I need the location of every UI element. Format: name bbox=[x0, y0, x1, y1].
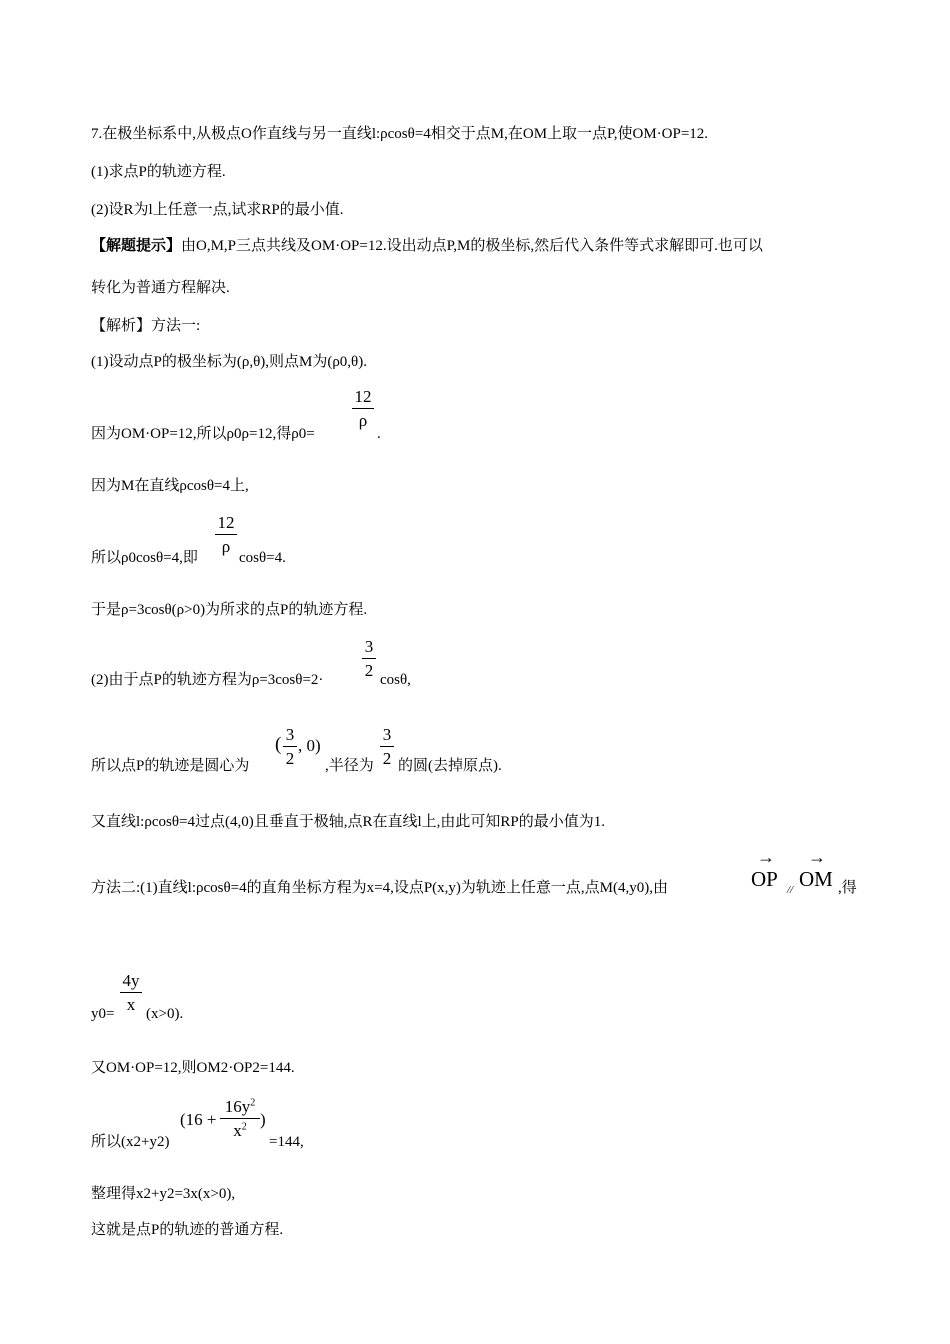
problem-question-1: (1)求点P的轨迹方程. bbox=[91, 164, 226, 180]
solution-step-3: 因为M在直线ρcosθ=4上, bbox=[91, 478, 249, 494]
fraction-12-over-rho-2 bbox=[215, 514, 237, 555]
step-7-tail: 的圆(去掉原点). bbox=[398, 758, 502, 774]
step-10-text: 所以(x2+y2) bbox=[91, 1134, 170, 1150]
fraction-numerator: $16y^2$ bbox=[224, 1097, 256, 1116]
solution-header: 【解析】方法一: bbox=[91, 318, 201, 334]
solution-step-9: 又OM·OP=12,则OM2·OP2=144. bbox=[91, 1060, 295, 1076]
fraction-bar bbox=[352, 408, 374, 409]
fraction-numerator: 12 bbox=[217, 513, 235, 532]
fraction-3-over-2 bbox=[362, 638, 376, 679]
solution-step-6 bbox=[91, 670, 323, 690]
fraction-bar bbox=[220, 1118, 260, 1119]
step-2-period: . bbox=[377, 426, 381, 442]
expr-close: ) bbox=[260, 1110, 266, 1129]
solution-step-1: (1)设动点P的极坐标为(ρ,θ),则点M为(ρ0,θ). bbox=[91, 354, 367, 370]
solution-step-4 bbox=[91, 548, 198, 568]
vector-arrow-icon: → bbox=[757, 847, 775, 867]
fraction-4y-over-x bbox=[120, 972, 142, 1013]
y0-condition: (x>0). bbox=[146, 1006, 184, 1022]
step-2-text: 因为OM·OP=12,所以ρ0ρ=12,得ρ0= bbox=[91, 426, 315, 442]
solution-step-5: 于是ρ=3cosθ(ρ>0)为所求的点P的轨迹方程. bbox=[91, 602, 368, 618]
fraction-denominator: 2 bbox=[364, 661, 374, 680]
hint-line-2: 转化为普通方程解决. bbox=[91, 280, 230, 296]
y0-line bbox=[91, 1004, 114, 1024]
step-4-text: 所以ρ0cosθ=4,即 bbox=[91, 550, 198, 566]
vector-arrow-icon: → bbox=[808, 847, 826, 867]
solution-step-12: 这就是点P的轨迹的普通方程. bbox=[91, 1222, 284, 1238]
fraction-12-over-rho bbox=[352, 388, 374, 429]
solution-step-7 bbox=[91, 756, 249, 776]
y0-label: y0= bbox=[91, 1006, 115, 1022]
center-tail: , 0) bbox=[298, 736, 321, 755]
fraction-16y2-over-x2 bbox=[220, 1098, 260, 1139]
solution-step-8: 又直线l:ρcosθ=4过点(4,0)且垂直于极轴,点R在直线l上,由此可知RP的最小值为1. bbox=[91, 814, 605, 830]
vector-om: OM bbox=[799, 867, 833, 891]
fraction-denominator: $x^2$ bbox=[233, 1121, 247, 1140]
step-6-text: (2)由于点P的轨迹方程为ρ=3cosθ=2· bbox=[91, 672, 324, 688]
step-10-tail: =144, bbox=[269, 1134, 304, 1150]
fraction-bar bbox=[362, 658, 376, 659]
method-2-line bbox=[91, 878, 668, 898]
fraction-numerator: 4y bbox=[122, 971, 140, 990]
hint-text-1: 由O,M,P三点共线及OM·OP=12.设出动点P,M的极坐标,然后代入条件等式求解即可.也可以 bbox=[181, 238, 763, 254]
fraction-bar bbox=[215, 534, 237, 535]
method-2-tail: ,得 bbox=[838, 880, 857, 896]
fraction-bar bbox=[120, 992, 142, 993]
fraction-denominator: 2 bbox=[382, 749, 392, 768]
fraction-numerator: 3 bbox=[364, 637, 374, 656]
center-x-fraction bbox=[283, 726, 297, 767]
solution-step-11: 整理得x2+y2=3x(x>0), bbox=[91, 1186, 236, 1202]
solution-step-10 bbox=[91, 1132, 169, 1152]
fraction-denominator: ρ bbox=[358, 411, 368, 430]
method-2-text: 方法二:(1)直线l:ρcosθ=4的直角坐标方程为x=4,设点P(x,y)为轨迹上任意一点,点M(4,y0),由 bbox=[91, 880, 668, 896]
fraction-bar bbox=[380, 746, 394, 747]
parallel-symbol: // bbox=[787, 884, 794, 896]
step-7-text: 所以点P的轨迹是圆心为 bbox=[91, 758, 250, 774]
fraction-numerator: 3 bbox=[382, 725, 392, 744]
problem-stem: 7.在极坐标系中,从极点O作直线与另一直线l:ρcosθ=4相交于点M,在OM上取一点P,使OM·OP=12. bbox=[91, 126, 709, 142]
radius-fraction bbox=[380, 726, 394, 767]
fraction-denominator: 2 bbox=[285, 749, 295, 768]
radius-label: ,半径为 bbox=[325, 758, 374, 774]
paren-open: ( bbox=[275, 734, 282, 755]
vector-op: OP bbox=[751, 867, 778, 891]
hint-line-1 bbox=[91, 236, 763, 256]
hint-tag: 【解题提示】 bbox=[91, 238, 182, 254]
step-4-tail: cosθ=4. bbox=[239, 550, 286, 566]
fraction-bar bbox=[283, 746, 297, 747]
fraction-denominator: ρ bbox=[221, 537, 231, 556]
fraction-numerator: 12 bbox=[354, 387, 372, 406]
fraction-numerator: 3 bbox=[285, 725, 295, 744]
problem-question-2: (2)设R为l上任意一点,试求RP的最小值. bbox=[91, 202, 344, 218]
fraction-denominator: x bbox=[126, 995, 136, 1014]
solution-step-2 bbox=[91, 424, 315, 444]
expr-open: (16 + bbox=[180, 1110, 217, 1129]
step-6-tail: cosθ, bbox=[380, 672, 411, 688]
